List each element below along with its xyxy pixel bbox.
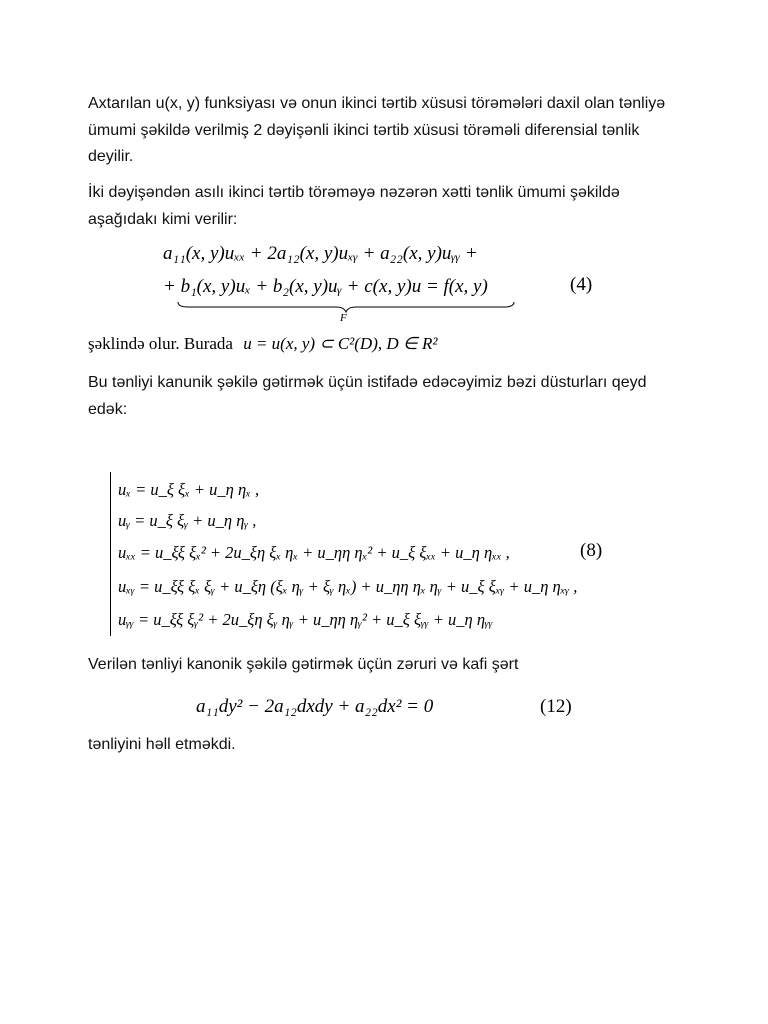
equation-12: a₁₁dy² − 2a₁₂dxdy + a₂₂dx² = 0: [196, 696, 434, 717]
condition-line: [88, 334, 437, 354]
system-row-uxx: uₓₓ = u_ξξ ξₓ² + 2u_ξη ξₓ ηₓ + u_ηη ηₓ² + u_ξ ξₓₓ + u_η ηₓₓ ,: [118, 543, 510, 562]
equation-4-number: (4): [570, 274, 593, 295]
equation-4-line-2: + b₁(x, y)uₓ + b₂(x, y)uᵧ + c(x, y)u = f(x, y): [163, 276, 488, 297]
underbrace-label: F: [340, 312, 347, 324]
paragraph-definition: Axtarılan u(x, y) funksiyası və onun ikinci tərtib xüsusi törəmələri daxil olan tənliyə ümumi şəkildə verilmiş 2 dəyişənli ikinci tərtib xüsusi törəməli diferensial tənlik deyilir.: [88, 95, 666, 165]
equation-4-line-1: a₁₁(x, y)uₓₓ + 2a₁₂(x, y)uₓᵧ + a₂₂(x, y)uᵧᵧ +: [163, 243, 478, 264]
paragraph-canonical-formulas: Bu tənliyi kanunik şəkilə gətirmək üçün istifadə edəcəyimiz bəzi düsturları qeyd edək:: [88, 374, 647, 418]
condition-prefix: şəklində olur. Burada: [88, 334, 233, 353]
paragraph-linear-equation-intro: İki dəyişəndən asılı ikinci tərtib törəməyə nəzərən xətti tənlik ümumi şəkildə aşağıdakı kimi verilir:: [88, 184, 620, 228]
system-row-uxy: uₓᵧ = u_ξξ ξₓ ξᵧ + u_ξη (ξₓ ηᵧ + ξᵧ ηₓ) + u_ηη ηₓ ηᵧ + u_ξ ξₓᵧ + u_η ηₓᵧ ,: [118, 577, 578, 596]
condition-formula: u = u(x, y) ⊂ C²(D), D ∈ R²: [243, 334, 438, 353]
system-left-bracket: [110, 472, 111, 636]
system-row-uyy: uᵧᵧ = u_ξξ ξᵧ² + 2u_ξη ξᵧ ηᵧ + u_ηη ηᵧ² + u_ξ ξᵧᵧ + u_η ηᵧᵧ: [118, 610, 493, 629]
system-row-ux: uₓ = u_ξ ξₓ + u_η ηₓ ,: [118, 480, 260, 499]
paragraph-condition-intro: Verilən tənliyi kanonik şəkilə gətirmək üçün zəruri və kafi şərt: [88, 656, 519, 673]
paragraph-conclusion: tənliyini həll etməkdi.: [88, 736, 236, 753]
equation-12-number: (12): [540, 696, 572, 717]
system-8-number: (8): [580, 540, 603, 561]
system-row-uy: uᵧ = u_ξ ξᵧ + u_η ηᵧ ,: [118, 511, 257, 530]
